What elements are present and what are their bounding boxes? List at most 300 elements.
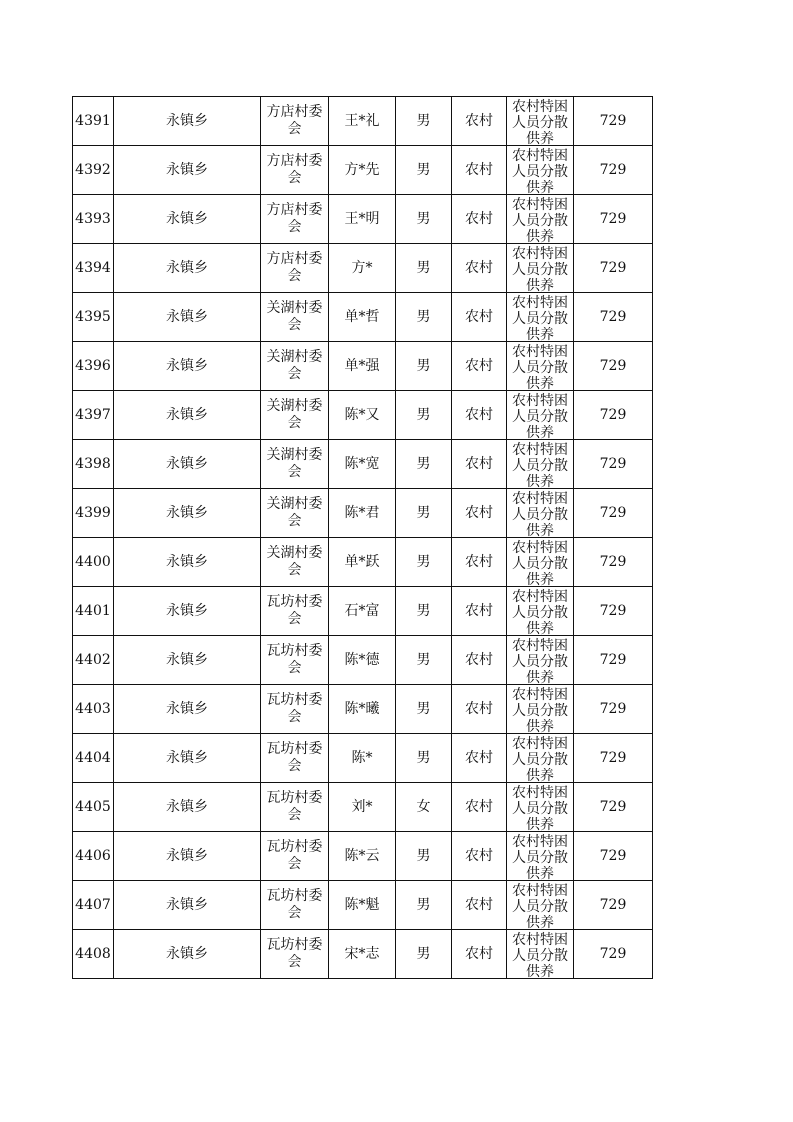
amount-cell: [574, 195, 653, 244]
assistance-type-cell: [507, 195, 574, 244]
sex-text: 男: [416, 553, 431, 570]
area-type-cell: [452, 538, 507, 587]
amount-text: 729: [599, 749, 627, 766]
sex-text: 男: [416, 602, 431, 619]
name-text: 单*强: [344, 357, 380, 374]
amount-text: 729: [599, 847, 627, 864]
no-text: 4405: [75, 798, 111, 815]
no-text: 4394: [75, 259, 111, 276]
gender-cell: [396, 587, 452, 636]
amount-text: 729: [599, 210, 627, 227]
record-number-cell: [73, 930, 114, 979]
area-type-cell: [452, 930, 507, 979]
area-text: 农村: [465, 798, 493, 815]
record-number-cell: [73, 440, 114, 489]
village-committee-cell: [261, 832, 329, 881]
assistance-type-cell: [507, 881, 574, 930]
township-cell: [114, 391, 261, 440]
village-committee-cell: [261, 489, 329, 538]
table-row: [73, 636, 653, 685]
assistance-type-cell: [507, 244, 574, 293]
name-text: 石*富: [344, 602, 380, 619]
area-text: 农村: [465, 112, 493, 129]
name-text: 陈*: [351, 749, 373, 766]
amount-text: 729: [599, 406, 627, 423]
person-name-cell: [329, 440, 396, 489]
no-text: 4408: [75, 945, 111, 962]
area-type-cell: [452, 489, 507, 538]
area-type-cell: [452, 881, 507, 930]
area-text: 农村: [465, 700, 493, 717]
town-text: 永镇乡: [166, 700, 208, 717]
person-name-cell: [329, 489, 396, 538]
sex-text: 男: [416, 308, 431, 325]
no-text: 4399: [75, 504, 111, 521]
town-text: 永镇乡: [166, 308, 208, 325]
assistance-type-cell: [507, 342, 574, 391]
table-row: [73, 342, 653, 391]
type-text: 农村特困人员分散供养: [512, 98, 568, 145]
assistance-type-cell: [507, 391, 574, 440]
type-text: 农村特困人员分散供养: [512, 686, 568, 733]
no-text: 4400: [75, 553, 111, 570]
type-text: 农村特困人员分散供养: [512, 147, 568, 194]
amount-cell: [574, 342, 653, 391]
town-text: 永镇乡: [166, 553, 208, 570]
township-cell: [114, 734, 261, 783]
town-text: 永镇乡: [166, 112, 208, 129]
type-text: 农村特困人员分散供养: [512, 588, 568, 635]
person-name-cell: [329, 195, 396, 244]
township-cell: [114, 489, 261, 538]
gender-cell: [396, 293, 452, 342]
area-text: 农村: [465, 504, 493, 521]
person-name-cell: [329, 244, 396, 293]
town-text: 永镇乡: [166, 798, 208, 815]
gender-cell: [396, 636, 452, 685]
town-text: 永镇乡: [166, 455, 208, 472]
sex-text: 男: [416, 945, 431, 962]
village-committee-cell: [261, 244, 329, 293]
township-cell: [114, 881, 261, 930]
gender-cell: [396, 440, 452, 489]
assistance-type-cell: [507, 734, 574, 783]
amount-text: 729: [599, 945, 627, 962]
village-committee-cell: [261, 440, 329, 489]
area-type-cell: [452, 195, 507, 244]
name-text: 陈*德: [344, 651, 380, 668]
township-cell: [114, 930, 261, 979]
village-text: 关湖村委会: [266, 349, 323, 382]
township-cell: [114, 783, 261, 832]
village-text: 方店村委会: [266, 202, 323, 235]
gender-cell: [396, 391, 452, 440]
amount-cell: [574, 636, 653, 685]
area-type-cell: [452, 244, 507, 293]
record-number-cell: [73, 391, 114, 440]
township-cell: [114, 146, 261, 195]
sex-text: 男: [416, 651, 431, 668]
person-name-cell: [329, 685, 396, 734]
town-text: 永镇乡: [166, 161, 208, 178]
area-type-cell: [452, 832, 507, 881]
area-type-cell: [452, 636, 507, 685]
record-number-cell: [73, 293, 114, 342]
amount-cell: [574, 489, 653, 538]
name-text: 王*明: [344, 210, 380, 227]
sex-text: 女: [416, 798, 431, 815]
name-text: 方*: [351, 259, 373, 276]
no-text: 4396: [75, 357, 111, 374]
village-text: 方店村委会: [266, 251, 323, 284]
township-cell: [114, 97, 261, 146]
record-number-cell: [73, 832, 114, 881]
amount-text: 729: [599, 798, 627, 815]
town-text: 永镇乡: [166, 896, 208, 913]
area-type-cell: [452, 391, 507, 440]
village-text: 关湖村委会: [266, 447, 323, 480]
record-number-cell: [73, 97, 114, 146]
assistance-type-cell: [507, 489, 574, 538]
table-row: [73, 391, 653, 440]
amount-text: 729: [599, 896, 627, 913]
area-text: 农村: [465, 602, 493, 619]
area-text: 农村: [465, 357, 493, 374]
records-table: [72, 96, 653, 979]
village-text: 关湖村委会: [266, 398, 323, 431]
type-text: 农村特困人员分散供养: [512, 735, 568, 782]
table-row: [73, 930, 653, 979]
name-text: 陈*曦: [344, 700, 380, 717]
name-text: 陈*又: [344, 406, 380, 423]
area-text: 农村: [465, 406, 493, 423]
township-cell: [114, 832, 261, 881]
township-cell: [114, 587, 261, 636]
type-text: 农村特困人员分散供养: [512, 392, 568, 439]
area-text: 农村: [465, 651, 493, 668]
village-text: 瓦坊村委会: [266, 790, 323, 823]
area-text: 农村: [465, 896, 493, 913]
township-cell: [114, 685, 261, 734]
township-cell: [114, 244, 261, 293]
record-number-cell: [73, 244, 114, 293]
no-text: 4391: [75, 112, 111, 129]
village-committee-cell: [261, 783, 329, 832]
type-text: 农村特困人员分散供养: [512, 833, 568, 880]
person-name-cell: [329, 881, 396, 930]
township-cell: [114, 538, 261, 587]
name-text: 单*哲: [344, 308, 380, 325]
sex-text: 男: [416, 455, 431, 472]
type-text: 农村特困人员分散供养: [512, 294, 568, 341]
sex-text: 男: [416, 210, 431, 227]
amount-cell: [574, 97, 653, 146]
no-text: 4393: [75, 210, 111, 227]
amount-cell: [574, 881, 653, 930]
gender-cell: [396, 195, 452, 244]
no-text: 4398: [75, 455, 111, 472]
record-number-cell: [73, 342, 114, 391]
name-text: 陈*宽: [344, 455, 380, 472]
person-name-cell: [329, 783, 396, 832]
village-text: 瓦坊村委会: [266, 594, 323, 627]
area-text: 农村: [465, 847, 493, 864]
amount-text: 729: [599, 553, 627, 570]
village-committee-cell: [261, 881, 329, 930]
record-number-cell: [73, 587, 114, 636]
person-name-cell: [329, 538, 396, 587]
records-table-body: [73, 97, 653, 979]
record-number-cell: [73, 783, 114, 832]
area-text: 农村: [465, 308, 493, 325]
table-row: [73, 734, 653, 783]
village-committee-cell: [261, 734, 329, 783]
sex-text: 男: [416, 406, 431, 423]
gender-cell: [396, 342, 452, 391]
no-text: 4395: [75, 308, 111, 325]
assistance-type-cell: [507, 293, 574, 342]
amount-cell: [574, 293, 653, 342]
area-text: 农村: [465, 553, 493, 570]
table-row: [73, 685, 653, 734]
amount-cell: [574, 146, 653, 195]
gender-cell: [396, 244, 452, 293]
amount-cell: [574, 685, 653, 734]
sex-text: 男: [416, 259, 431, 276]
township-cell: [114, 440, 261, 489]
type-text: 农村特困人员分散供养: [512, 637, 568, 684]
assistance-type-cell: [507, 538, 574, 587]
area-type-cell: [452, 342, 507, 391]
amount-text: 729: [599, 112, 627, 129]
amount-cell: [574, 930, 653, 979]
sex-text: 男: [416, 112, 431, 129]
town-text: 永镇乡: [166, 651, 208, 668]
gender-cell: [396, 783, 452, 832]
town-text: 永镇乡: [166, 210, 208, 227]
village-text: 关湖村委会: [266, 496, 323, 529]
table-row: [73, 538, 653, 587]
person-name-cell: [329, 293, 396, 342]
sex-text: 男: [416, 161, 431, 178]
area-text: 农村: [465, 945, 493, 962]
township-cell: [114, 342, 261, 391]
area-type-cell: [452, 97, 507, 146]
gender-cell: [396, 930, 452, 979]
area-text: 农村: [465, 161, 493, 178]
person-name-cell: [329, 342, 396, 391]
amount-cell: [574, 391, 653, 440]
name-text: 陈*君: [344, 504, 380, 521]
table-row: [73, 244, 653, 293]
amount-text: 729: [599, 259, 627, 276]
name-text: 陈*魁: [344, 896, 380, 913]
town-text: 永镇乡: [166, 945, 208, 962]
village-committee-cell: [261, 538, 329, 587]
record-number-cell: [73, 636, 114, 685]
name-text: 宋*志: [344, 945, 380, 962]
record-number-cell: [73, 685, 114, 734]
amount-text: 729: [599, 455, 627, 472]
area-text: 农村: [465, 210, 493, 227]
village-committee-cell: [261, 587, 329, 636]
village-committee-cell: [261, 293, 329, 342]
assistance-type-cell: [507, 587, 574, 636]
gender-cell: [396, 881, 452, 930]
record-number-cell: [73, 146, 114, 195]
assistance-type-cell: [507, 97, 574, 146]
area-type-cell: [452, 146, 507, 195]
gender-cell: [396, 97, 452, 146]
person-name-cell: [329, 146, 396, 195]
type-text: 农村特困人员分散供养: [512, 196, 568, 243]
assistance-type-cell: [507, 930, 574, 979]
village-committee-cell: [261, 97, 329, 146]
area-type-cell: [452, 783, 507, 832]
amount-text: 729: [599, 700, 627, 717]
name-text: 刘*: [351, 798, 373, 815]
type-text: 农村特困人员分散供养: [512, 490, 568, 537]
table-row: [73, 195, 653, 244]
name-text: 王*礼: [344, 112, 380, 129]
village-text: 瓦坊村委会: [266, 839, 323, 872]
township-cell: [114, 636, 261, 685]
village-committee-cell: [261, 930, 329, 979]
village-text: 瓦坊村委会: [266, 643, 323, 676]
amount-text: 729: [599, 161, 627, 178]
type-text: 农村特困人员分散供养: [512, 245, 568, 292]
record-number-cell: [73, 881, 114, 930]
no-text: 4402: [75, 651, 111, 668]
village-committee-cell: [261, 636, 329, 685]
amount-cell: [574, 244, 653, 293]
no-text: 4392: [75, 161, 111, 178]
village-text: 关湖村委会: [266, 545, 323, 578]
assistance-type-cell: [507, 783, 574, 832]
township-cell: [114, 195, 261, 244]
assistance-type-cell: [507, 832, 574, 881]
town-text: 永镇乡: [166, 406, 208, 423]
table-row: [73, 293, 653, 342]
record-number-cell: [73, 734, 114, 783]
village-text: 瓦坊村委会: [266, 888, 323, 921]
type-text: 农村特困人员分散供养: [512, 539, 568, 586]
gender-cell: [396, 734, 452, 783]
village-text: 方店村委会: [266, 153, 323, 186]
amount-text: 729: [599, 308, 627, 325]
area-type-cell: [452, 734, 507, 783]
village-committee-cell: [261, 391, 329, 440]
amount-text: 729: [599, 602, 627, 619]
no-text: 4404: [75, 749, 111, 766]
no-text: 4397: [75, 406, 111, 423]
village-committee-cell: [261, 685, 329, 734]
table-row: [73, 146, 653, 195]
amount-text: 729: [599, 504, 627, 521]
type-text: 农村特困人员分散供养: [512, 343, 568, 390]
town-text: 永镇乡: [166, 602, 208, 619]
name-text: 方*先: [344, 161, 380, 178]
town-text: 永镇乡: [166, 847, 208, 864]
amount-cell: [574, 538, 653, 587]
person-name-cell: [329, 636, 396, 685]
person-name-cell: [329, 734, 396, 783]
amount-cell: [574, 734, 653, 783]
record-number-cell: [73, 489, 114, 538]
assistance-type-cell: [507, 440, 574, 489]
township-cell: [114, 293, 261, 342]
type-text: 农村特困人员分散供养: [512, 882, 568, 929]
amount-cell: [574, 783, 653, 832]
sex-text: 男: [416, 357, 431, 374]
record-number-cell: [73, 538, 114, 587]
sex-text: 男: [416, 847, 431, 864]
type-text: 农村特困人员分散供养: [512, 784, 568, 831]
no-text: 4407: [75, 896, 111, 913]
village-text: 瓦坊村委会: [266, 692, 323, 725]
area-type-cell: [452, 440, 507, 489]
no-text: 4406: [75, 847, 111, 864]
area-type-cell: [452, 293, 507, 342]
sex-text: 男: [416, 700, 431, 717]
assistance-type-cell: [507, 685, 574, 734]
town-text: 永镇乡: [166, 357, 208, 374]
gender-cell: [396, 538, 452, 587]
area-text: 农村: [465, 749, 493, 766]
person-name-cell: [329, 832, 396, 881]
amount-cell: [574, 832, 653, 881]
amount-text: 729: [599, 357, 627, 374]
village-text: 瓦坊村委会: [266, 937, 323, 970]
town-text: 永镇乡: [166, 749, 208, 766]
table-row: [73, 440, 653, 489]
amount-cell: [574, 440, 653, 489]
area-type-cell: [452, 587, 507, 636]
amount-cell: [574, 587, 653, 636]
person-name-cell: [329, 930, 396, 979]
gender-cell: [396, 146, 452, 195]
assistance-type-cell: [507, 636, 574, 685]
village-committee-cell: [261, 146, 329, 195]
person-name-cell: [329, 587, 396, 636]
village-text: 方店村委会: [266, 104, 323, 137]
sex-text: 男: [416, 749, 431, 766]
table-row: [73, 587, 653, 636]
village-committee-cell: [261, 342, 329, 391]
sex-text: 男: [416, 504, 431, 521]
type-text: 农村特困人员分散供养: [512, 441, 568, 488]
sex-text: 男: [416, 896, 431, 913]
table-row: [73, 783, 653, 832]
village-committee-cell: [261, 195, 329, 244]
gender-cell: [396, 832, 452, 881]
name-text: 单*跃: [344, 553, 380, 570]
town-text: 永镇乡: [166, 504, 208, 521]
person-name-cell: [329, 391, 396, 440]
table-row: [73, 832, 653, 881]
person-name-cell: [329, 97, 396, 146]
area-text: 农村: [465, 259, 493, 276]
amount-text: 729: [599, 651, 627, 668]
table-row: [73, 97, 653, 146]
no-text: 4401: [75, 602, 111, 619]
assistance-type-cell: [507, 146, 574, 195]
area-type-cell: [452, 685, 507, 734]
record-number-cell: [73, 195, 114, 244]
table-row: [73, 489, 653, 538]
gender-cell: [396, 685, 452, 734]
name-text: 陈*云: [344, 847, 380, 864]
